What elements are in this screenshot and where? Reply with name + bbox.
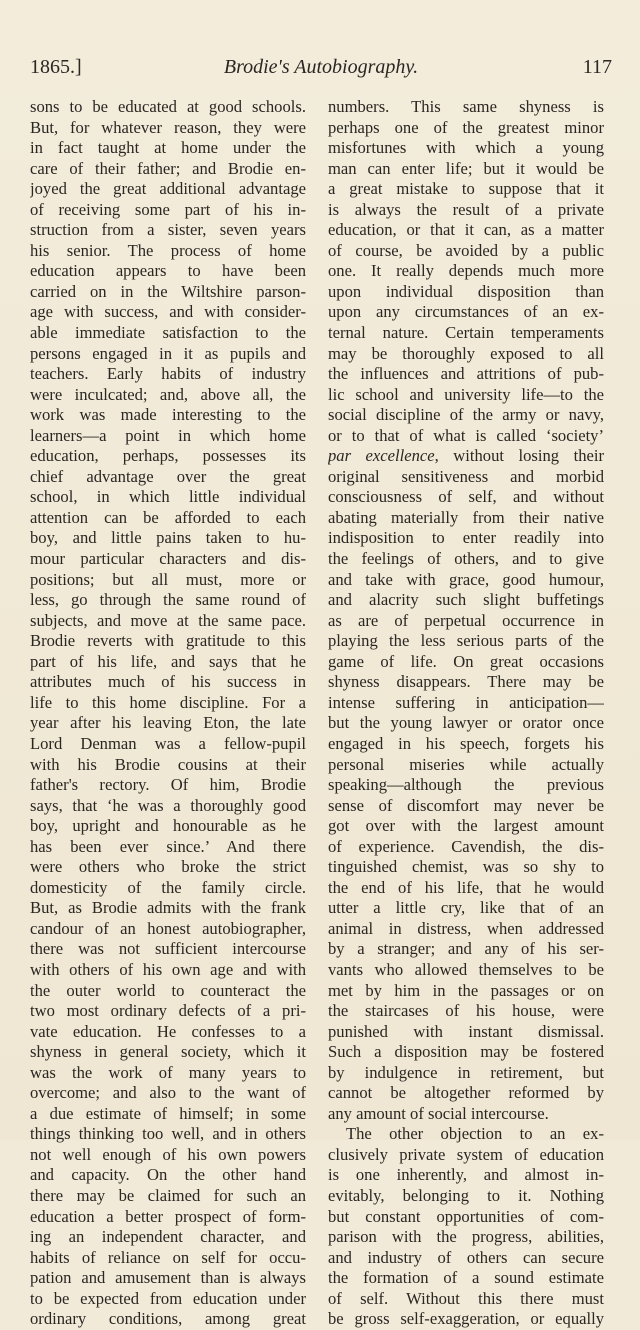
text-line: vate education. He confesses to a (30, 1021, 306, 1041)
right-text-column (328, 97, 604, 1330)
text-line: indisposition to enter readily into (328, 528, 604, 548)
text-line: sons to be educated at good schools. (30, 97, 306, 116)
text-line: may be thoroughly exposed to all (328, 343, 604, 363)
text-line: education, perhaps, possesses its (30, 446, 306, 466)
text-line: by a stranger; and any of his ser- (328, 939, 604, 959)
text-line: joyed the great additional advantage (30, 179, 306, 199)
text-line: his senior. The process of home (30, 240, 306, 260)
text-line: to be expected from education under (30, 1288, 306, 1308)
text-line: by indulgence in retirement, but (328, 1062, 604, 1082)
text-line: was the work of many years to (30, 1062, 306, 1082)
text-line: life to this home discipline. For a (30, 692, 306, 712)
text-line: the influences and attritions of pub- (328, 364, 604, 384)
text-line: utter a little cry, like that of an (328, 898, 604, 918)
text-line: year after his leaving Eton, the late (30, 713, 306, 733)
running-header (30, 56, 612, 86)
text-line: with his Brodie cousins at their (30, 754, 306, 774)
text-line: intense suffering in anticipation— (328, 692, 604, 712)
text-line: mour particular characters and dis- (30, 549, 306, 569)
text-line: vants who allowed themselves to be (328, 959, 604, 979)
text-line: habits of reliance on self for occu- (30, 1247, 306, 1267)
text-line: of self. Without this there must (328, 1288, 604, 1308)
text-line: subjects, and move at the same pace. (30, 610, 306, 630)
text-line: clusively private system of education (328, 1144, 604, 1164)
text-line: game of life. On great occasions (328, 651, 604, 671)
text-line: attributes much of his success in (30, 672, 306, 692)
text-line: But, for whatever reason, they were (30, 117, 306, 137)
text-line: any amount of social intercourse. (328, 1103, 549, 1123)
text-line: education a better prospect of form- (30, 1206, 306, 1226)
header-title: Brodie's Autobiography. (223, 56, 419, 78)
text-line: upon individual disposition than (328, 281, 604, 301)
text-line: education appears to have been (30, 261, 306, 281)
text-line: playing the less serious parts of the (328, 631, 604, 651)
text-line: animal in distress, when addressed (328, 918, 604, 938)
text-line: not well enough of his own powers (30, 1144, 306, 1164)
text-line: par excellence, without losing their (328, 446, 604, 466)
text-line: sense of discomfort may never be (328, 795, 604, 815)
text-line: school, in which little individual (30, 487, 306, 507)
text-line: abating materially from their native (328, 507, 604, 527)
text-line: but constant opportunities of com- (328, 1206, 604, 1226)
text-line: has been ever since.’ And there (30, 836, 306, 856)
text-line: part of his life, and says that he (30, 651, 306, 671)
text-line: struction from a sister, seven years (30, 220, 306, 240)
text-line: less, go through the same round of (30, 590, 306, 610)
text-line: social discipline of the army or navy, (328, 405, 604, 425)
text-line: Brodie reverts with gratitude to this (30, 631, 306, 651)
text-line: punished with instant dismissal. (328, 1021, 604, 1041)
text-line: the formation of a sound estimate (328, 1268, 604, 1288)
text-line: there may be claimed for such an (30, 1185, 306, 1205)
text-line: learners—a point in which home (30, 425, 306, 445)
text-line: Such a disposition may be fostered (328, 1042, 604, 1062)
text-line: personal miseries while actually (328, 754, 604, 774)
text-line: consciousness of self, and without (328, 487, 604, 507)
left-text-column (30, 97, 306, 1330)
text-line: overcome; and also to the want of (30, 1083, 306, 1103)
text-line: there was not sufficient intercourse (30, 939, 306, 959)
text-line: perhaps one of the greatest minor (328, 117, 604, 137)
header-year: 1865.] (30, 56, 82, 78)
text-line: and capacity. On the other hand (30, 1165, 306, 1185)
text-line: but the young lawyer or orator once (328, 713, 604, 733)
text-line: the feelings of others, and to give (328, 549, 604, 569)
text-line: misfortunes with which a young (328, 138, 604, 158)
text-line: domesticity of the family circle. (30, 877, 306, 897)
text-line: shyness disappears. There may be (328, 672, 604, 692)
page-number: 117 (582, 56, 612, 78)
text-line: boy, upright and honourable as he (30, 816, 306, 836)
text-line: is one inherently, and almost in- (328, 1165, 604, 1185)
text-line: engaged in his speech, forgets his (328, 733, 604, 753)
text-line: positions; but all must, more or (30, 569, 306, 589)
text-line: shyness in general society, which it (30, 1042, 306, 1062)
text-line: ing an independent character, and (30, 1227, 306, 1247)
text-line: man can enter life; but it would be (328, 158, 604, 178)
text-line: upon any circumstances of an ex- (328, 302, 604, 322)
text-line: of course, be avoided by a public (328, 240, 604, 260)
text-line: education, or that it can, as a matter (328, 220, 604, 240)
text-line: parison with the progress, abilities, (328, 1227, 604, 1247)
text-line: original sensitiveness and morbid (328, 466, 604, 486)
text-line: two most ordinary defects of a pri- (30, 1001, 306, 1021)
text-line: and industry of others can secure (328, 1247, 604, 1267)
text-line: boy, and little pains taken to hu- (30, 528, 306, 548)
text-line: as are of perpetual occurrence in (328, 610, 604, 630)
text-line: teachers. Early habits of industry (30, 364, 306, 384)
text-line: care of their father; and Brodie en- (30, 158, 306, 178)
text-line: with others of his own age and with (30, 959, 306, 979)
text-line: says, that ‘he was a thoroughly good (30, 795, 306, 815)
text-line: candour of an honest autobiographer, (30, 918, 306, 938)
text-line: father's rectory. Of him, Brodie (30, 775, 306, 795)
text-line: a great mistake to suppose that it (328, 179, 604, 199)
text-line: work was made interesting to the (30, 405, 306, 425)
text-line: of experience. Cavendish, the dis- (328, 836, 604, 856)
text-line: able immediate satisfaction to the (30, 323, 306, 343)
text-line: numbers. This same shyness is (328, 97, 604, 116)
text-line: tinguished chemist, was so shy to (328, 857, 604, 877)
text-line: a due estimate of himself; in some (30, 1103, 306, 1123)
text-line: were inculcated; and, above all, the (30, 384, 306, 404)
text-line: lic school and university life—to the (328, 384, 604, 404)
text-line: carried on in the Wiltshire parson- (30, 281, 306, 301)
text-line: evitably, belonging to it. Nothing (328, 1185, 604, 1205)
text-line: and take with grace, good humour, (328, 569, 604, 589)
text-line: things thinking too well, and in others (30, 1124, 306, 1144)
text-line: the staircases of his house, were (328, 1001, 604, 1021)
text-line: the end of his life, that he would (328, 877, 604, 897)
text-line: chief advantage over the great (30, 466, 306, 486)
text-line: and alacrity such slight buffetings (328, 590, 604, 610)
text-line: age with success, and with consider- (30, 302, 306, 322)
text-line: the outer world to counteract the (30, 980, 306, 1000)
text-line: speaking—although the previous (328, 775, 604, 795)
text-line: Lord Denman was a fellow-pupil (30, 733, 306, 753)
text-line: in fact taught at home under the (30, 138, 306, 158)
text-line: cannot be altogether reformed by (328, 1083, 604, 1103)
text-line: ordinary conditions, among great (30, 1309, 306, 1329)
text-line: is always the result of a private (328, 199, 604, 219)
text-line: were others who broke the strict (30, 857, 306, 877)
text-line: attention can be afforded to each (30, 507, 306, 527)
text-line: The other objection to an ex- (346, 1124, 604, 1144)
text-line: met by him in the passages or on (328, 980, 604, 1000)
text-line: pation and amusement than is always (30, 1268, 306, 1288)
text-line: persons engaged in it as pupils and (30, 343, 306, 363)
text-line: be gross self-exaggeration, or equally (328, 1309, 604, 1329)
text-line: or to that of what is called ‘society’ (328, 425, 604, 445)
text-line: of receiving some part of his in- (30, 199, 306, 219)
text-line: one. It really depends much more (328, 261, 604, 281)
text-line: But, as Brodie admits with the frank (30, 898, 306, 918)
text-line: ternal nature. Certain temperaments (328, 323, 604, 343)
text-line: got over with the largest amount (328, 816, 604, 836)
